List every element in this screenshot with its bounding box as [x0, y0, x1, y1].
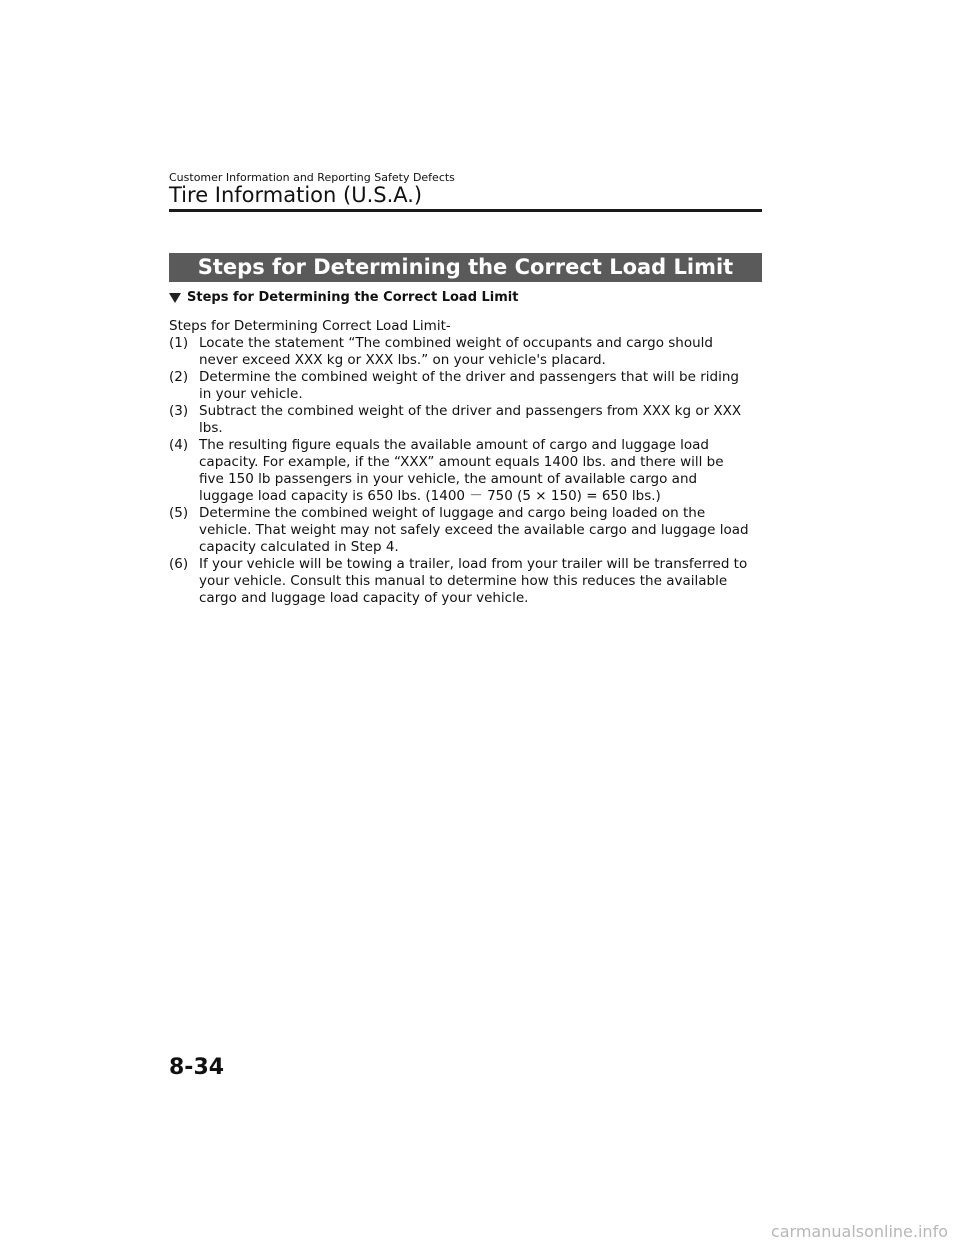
section-banner: Steps for Determining the Correct Load Limit	[169, 253, 762, 282]
step-text	[199, 369, 769, 403]
step-item	[169, 505, 769, 556]
subheading	[169, 290, 518, 305]
subheading-label: Steps for Determining the Correct Load Limit	[187, 290, 519, 305]
body-content	[169, 318, 769, 607]
step-line: The resulting figure equals the available amount of cargo and luggage load	[199, 437, 709, 453]
step-number: (3)	[169, 403, 189, 419]
step-item	[169, 335, 769, 369]
step-line: If your vehicle will be towing a trailer, load from your trailer will be transferred to	[199, 556, 748, 572]
step-line: Determine the combined weight of luggage and cargo being loaded on the	[199, 505, 706, 521]
step-number: (4)	[169, 437, 189, 453]
step-text	[199, 437, 769, 505]
watermark: carmanualsonline.info	[770, 1222, 948, 1241]
step-line: capacity calculated in Step 4.	[199, 539, 399, 555]
step-item	[169, 403, 769, 437]
step-line: Subtract the combined weight of the driver and passengers from XXX kg or XXX	[199, 403, 742, 419]
step-line: never exceed XXX kg or XXX lbs.” on your vehicle's placard.	[199, 352, 606, 368]
step-item	[169, 437, 769, 505]
step-number: (1)	[169, 335, 189, 351]
step-number: (6)	[169, 556, 189, 572]
page-number: 8-34	[169, 1055, 225, 1080]
step-item	[169, 556, 769, 607]
step-number: (2)	[169, 369, 189, 385]
step-item	[169, 369, 769, 403]
chapter-title: Customer Information and Reporting Safety Defects	[169, 171, 455, 184]
step-line: Locate the statement “The combined weight of occupants and cargo should	[199, 335, 713, 351]
step-line: luggage load capacity is 650 lbs. (1400 － 750 (5 × 150) = 650 lbs.)	[199, 488, 661, 504]
step-text	[199, 403, 769, 437]
step-line: lbs.	[199, 420, 223, 436]
section-title: Tire Information (U.S.A.)	[169, 183, 423, 207]
step-line: five 150 lb passengers in your vehicle, the amount of available cargo and	[199, 471, 698, 487]
step-line: capacity. For example, if the “XXX” amount equals 1400 lbs. and there will be	[199, 454, 724, 470]
step-number: (5)	[169, 505, 189, 521]
step-line: vehicle. That weight may not safely exceed the available cargo and luggage load	[199, 522, 749, 538]
step-line: in your vehicle.	[199, 386, 303, 402]
step-line: cargo and luggage load capacity of your vehicle.	[199, 590, 529, 606]
step-line: Determine the combined weight of the driver and passengers that will be riding	[199, 369, 739, 385]
step-text	[199, 556, 769, 607]
step-text	[199, 335, 769, 369]
step-text	[199, 505, 769, 556]
intro-text: Steps for Determining Correct Load Limit-	[169, 318, 451, 334]
step-line: your vehicle. Consult this manual to determine how this reduces the available	[199, 573, 728, 589]
header-divider	[169, 209, 762, 212]
triangle-down-icon	[169, 293, 181, 303]
